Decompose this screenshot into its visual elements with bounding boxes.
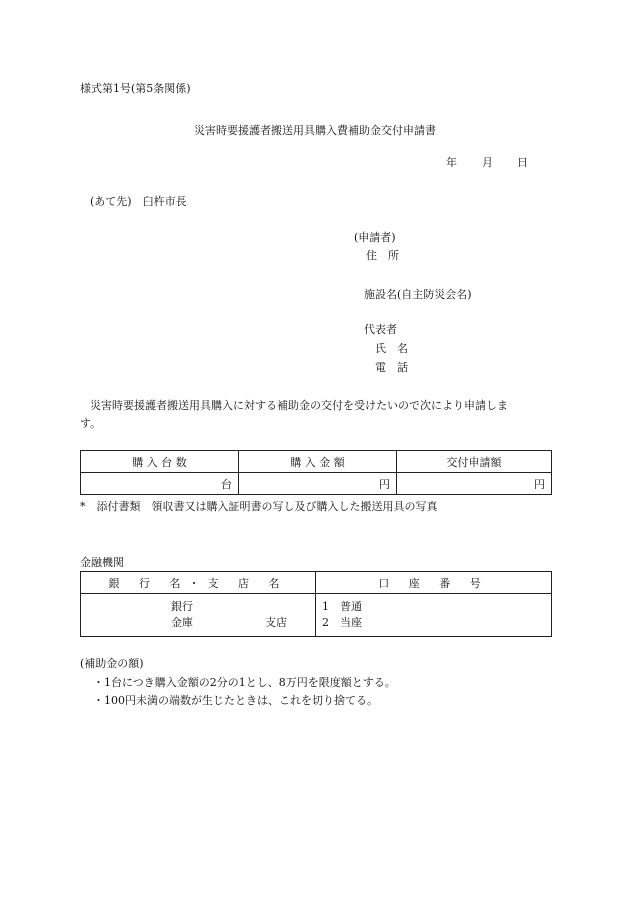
- purchase-table: [80, 450, 552, 495]
- purchase-amount-cell[interactable]: 円: [239, 473, 397, 495]
- attachment-note: * 添付書類 領収書又は購入証明書の写し及び購入した搬送用具の写真: [80, 500, 438, 513]
- purchase-table-header-row: [81, 451, 552, 473]
- address-label: 住 所: [366, 249, 399, 262]
- subsidy-item-1: ・1台につき購入金額の2分の1とし、8万円を限度額とする。: [93, 676, 396, 689]
- kinko-line: [87, 614, 309, 630]
- facility-label: 施設名(自主防災会名): [364, 288, 472, 301]
- statement-line-1: 災害時要援護者搬送用具購入に対する補助金の交付を受けたいので次により申請しま: [90, 399, 508, 412]
- bank-label: 金融機関: [80, 556, 124, 569]
- branch-word: 支店: [265, 616, 287, 629]
- bank-table-header-row: [81, 572, 552, 594]
- header-purchase-count: 購 入 台 数: [81, 451, 239, 473]
- header-requested-amount: 交付申請額: [397, 451, 552, 473]
- phone-label: 電 話: [375, 361, 408, 374]
- account-type-cell[interactable]: [316, 594, 552, 637]
- purchase-count-cell[interactable]: 台: [81, 473, 239, 495]
- account-type-ordinary: 1 普通: [322, 600, 362, 613]
- statement-line-2: す。: [80, 417, 102, 430]
- header-account-number: 口 座 番 号: [316, 572, 552, 594]
- subsidy-item-2: ・100円未満の端数が生じたときは、これを切り捨てる。: [93, 694, 378, 707]
- header-bank-branch: 銀 行 名・支 店 名: [81, 572, 316, 594]
- header-purchase-amount: 購 入 金 額: [239, 451, 397, 473]
- date-day-label: 日: [517, 156, 528, 169]
- bank-table-body-row: [81, 594, 552, 637]
- name-label: 氏 名: [375, 342, 408, 355]
- bank-table: [80, 571, 552, 637]
- date-year-label: 年: [446, 156, 457, 169]
- requested-amount-cell[interactable]: 円: [397, 473, 552, 495]
- account-type-current: 2 当座: [322, 616, 362, 629]
- date-month-label: 月: [482, 156, 493, 169]
- purchase-table-value-row: [81, 473, 552, 495]
- subsidy-heading: (補助金の額): [80, 657, 144, 670]
- addressee: (あて先) 臼杵市長: [90, 195, 187, 208]
- bank-branch-cell[interactable]: [81, 594, 316, 637]
- kinko-word: 金庫: [171, 616, 193, 629]
- document-title: 災害時要援護者搬送用具購入費補助金交付申請書: [194, 124, 436, 137]
- applicant-heading: (申請者): [354, 231, 396, 244]
- representative-label: 代表者: [364, 323, 397, 336]
- bank-word: 銀行: [171, 600, 193, 613]
- form-number: 様式第1号(第5条関係): [80, 82, 191, 95]
